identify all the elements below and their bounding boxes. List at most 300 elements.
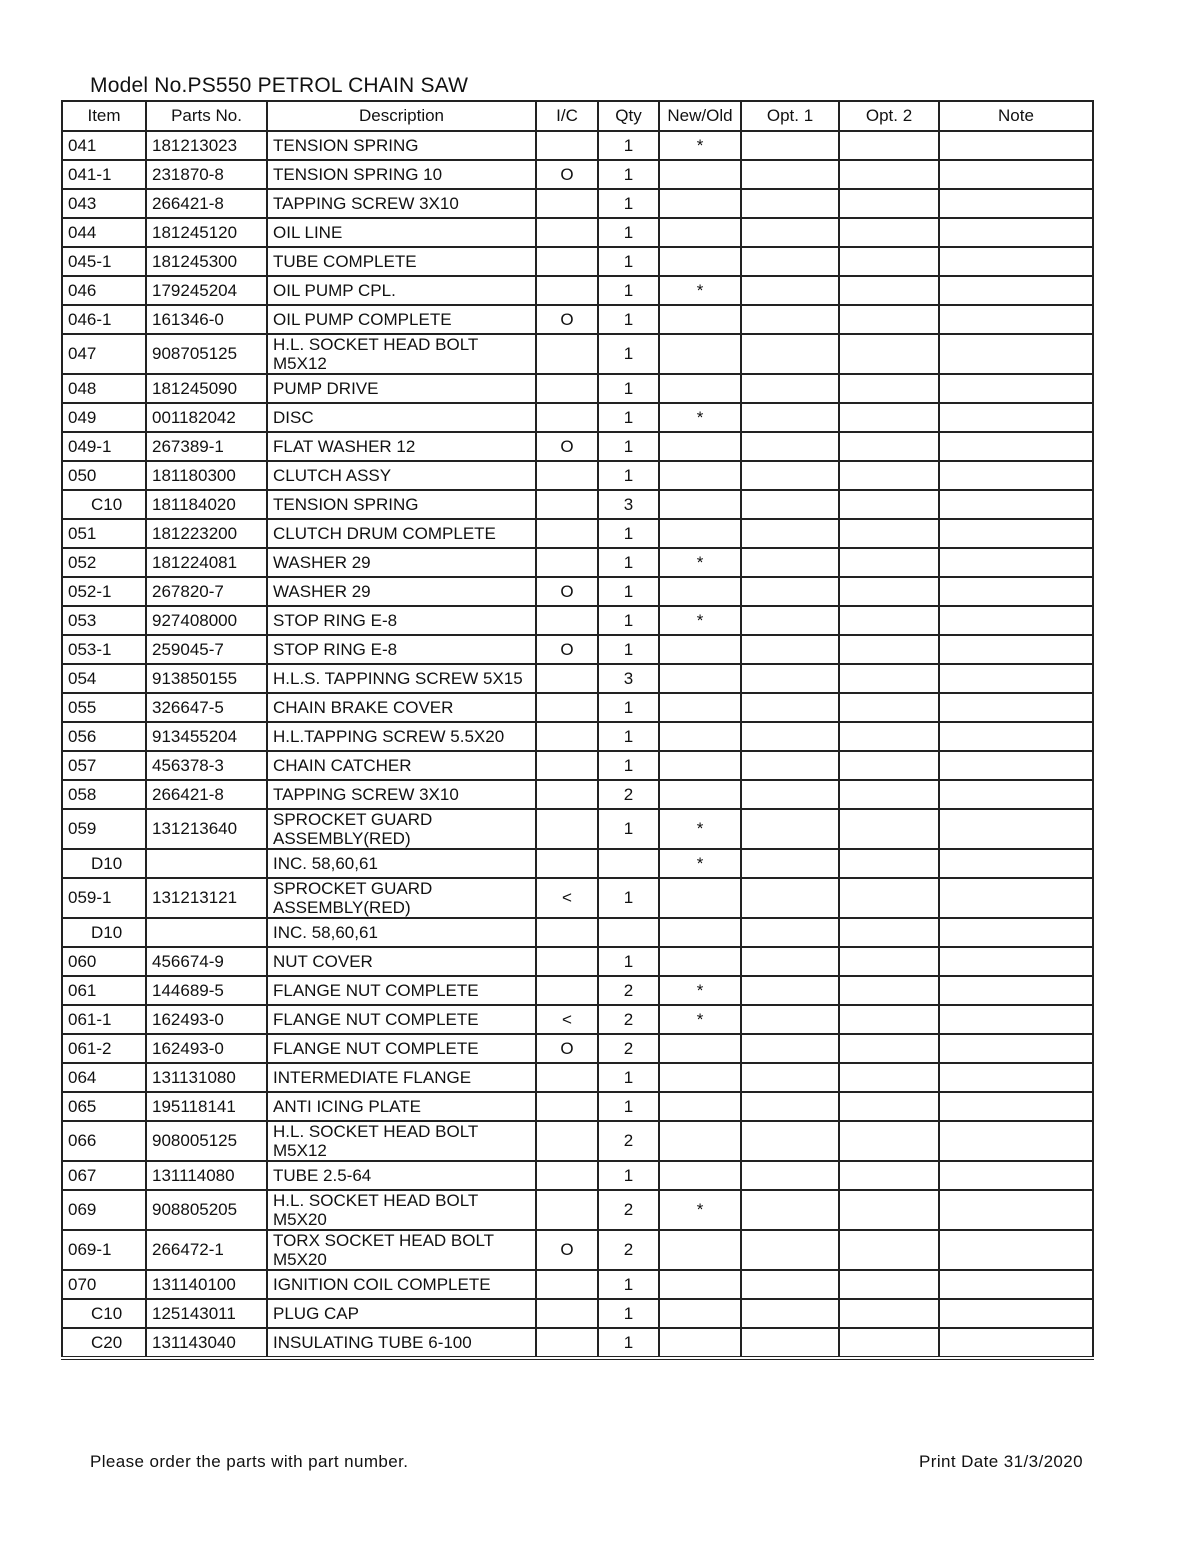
cell-ic: < [536,1005,598,1034]
cell-qty: 2 [598,976,659,1005]
cell-qty: 1 [598,947,659,976]
cell-opt-1 [741,1270,839,1299]
cell-opt-2 [839,1005,939,1034]
cell-note [939,461,1093,490]
cell-opt-1 [741,1299,839,1328]
column-header-new-old: New/Old [659,101,741,131]
table-row [62,635,1093,664]
table-row [62,1328,1093,1358]
cell-new-old: * [659,1005,741,1034]
cell-opt-1 [741,577,839,606]
cell-note [939,1328,1093,1358]
cell-new-old [659,490,741,519]
cell-opt-2 [839,809,939,849]
cell-parts-no: 456674-9 [146,947,267,976]
cell-description: PUMP DRIVE [267,374,536,403]
cell-opt-2 [839,305,939,334]
cell-opt-1 [741,976,839,1005]
table-row [62,548,1093,577]
cell-item: 065 [62,1092,146,1121]
cell-opt-2 [839,1121,939,1161]
cell-ic [536,1092,598,1121]
cell-ic [536,1299,598,1328]
table-row [62,1063,1093,1092]
cell-new-old [659,780,741,809]
table-row [62,247,1093,276]
cell-item: 059 [62,809,146,849]
column-header-description: Description [267,101,536,131]
cell-item: 058 [62,780,146,809]
cell-ic [536,606,598,635]
cell-item: 041-1 [62,160,146,189]
cell-new-old [659,374,741,403]
cell-opt-2 [839,461,939,490]
cell-ic [536,247,598,276]
cell-item: 056 [62,722,146,751]
cell-ic [536,1063,598,1092]
cell-description: FLANGE NUT COMPLETE [267,1005,536,1034]
cell-description: DISC [267,403,536,432]
cell-opt-1 [741,1190,839,1230]
cell-opt-2 [839,878,939,918]
cell-item: 051 [62,519,146,548]
cell-parts-no: 144689-5 [146,976,267,1005]
table-row [62,947,1093,976]
cell-parts-no [146,849,267,878]
cell-parts-no: 266421-8 [146,780,267,809]
cell-new-old: * [659,849,741,878]
parts-table [61,100,1094,1360]
cell-note [939,947,1093,976]
cell-note [939,334,1093,374]
cell-description: INSULATING TUBE 6-100 [267,1328,536,1358]
cell-new-old [659,160,741,189]
cell-qty: 1 [598,276,659,305]
cell-new-old [659,189,741,218]
cell-ic [536,751,598,780]
cell-item: 045-1 [62,247,146,276]
cell-opt-1 [741,334,839,374]
cell-note [939,548,1093,577]
cell-opt-1 [741,751,839,780]
cell-opt-1 [741,849,839,878]
cell-ic: O [536,577,598,606]
cell-description: TAPPING SCREW 3X10 [267,780,536,809]
cell-note [939,976,1093,1005]
cell-item: 049 [62,403,146,432]
table-row [62,606,1093,635]
cell-opt-1 [741,1005,839,1034]
cell-note [939,305,1093,334]
cell-opt-1 [741,519,839,548]
cell-item: D10 [62,849,146,878]
cell-opt-2 [839,1063,939,1092]
cell-item: 048 [62,374,146,403]
table-row [62,276,1093,305]
cell-ic [536,849,598,878]
cell-new-old [659,432,741,461]
cell-ic [536,1190,598,1230]
cell-qty: 1 [598,247,659,276]
table-row [62,1121,1093,1161]
cell-qty: 1 [598,1063,659,1092]
cell-item: C10 [62,1299,146,1328]
cell-note [939,664,1093,693]
cell-opt-1 [741,780,839,809]
cell-item: 061 [62,976,146,1005]
cell-opt-2 [839,751,939,780]
cell-description: PLUG CAP [267,1299,536,1328]
parts-table-body [62,131,1093,1358]
cell-qty: 1 [598,305,659,334]
cell-opt-2 [839,1299,939,1328]
cell-new-old [659,1230,741,1270]
cell-qty: 1 [598,218,659,247]
cell-opt-2 [839,976,939,1005]
table-row [62,1299,1093,1328]
table-row [62,131,1093,160]
table-row [62,1005,1093,1034]
cell-new-old [659,519,741,548]
table-row [62,1092,1093,1121]
cell-parts-no: 181223200 [146,519,267,548]
cell-new-old: * [659,976,741,1005]
cell-opt-1 [741,809,839,849]
cell-note [939,809,1093,849]
cell-ic [536,976,598,1005]
cell-qty: 1 [598,1092,659,1121]
cell-opt-1 [741,276,839,305]
cell-description: TUBE 2.5-64 [267,1161,536,1190]
column-header-ic: I/C [536,101,598,131]
cell-qty: 1 [598,751,659,780]
cell-opt-1 [741,247,839,276]
cell-ic [536,218,598,247]
cell-opt-2 [839,849,939,878]
cell-new-old: * [659,606,741,635]
table-row [62,722,1093,751]
cell-ic [536,548,598,577]
cell-opt-1 [741,693,839,722]
cell-parts-no: 913455204 [146,722,267,751]
cell-description: TAPPING SCREW 3X10 [267,189,536,218]
cell-note [939,432,1093,461]
table-row [62,519,1093,548]
cell-new-old [659,693,741,722]
cell-description: SPROCKET GUARD ASSEMBLY(RED) [267,878,536,918]
cell-opt-1 [741,635,839,664]
cell-parts-no: 181245300 [146,247,267,276]
cell-item: 064 [62,1063,146,1092]
table-row [62,693,1093,722]
cell-parts-no: 181180300 [146,461,267,490]
table-row [62,305,1093,334]
cell-parts-no: 181245090 [146,374,267,403]
cell-opt-1 [741,374,839,403]
cell-qty: 1 [598,160,659,189]
cell-qty: 2 [598,780,659,809]
cell-parts-no: 162493-0 [146,1034,267,1063]
cell-qty: 1 [598,1161,659,1190]
cell-opt-1 [741,1092,839,1121]
cell-ic [536,490,598,519]
cell-qty: 1 [598,693,659,722]
cell-item: 047 [62,334,146,374]
cell-opt-2 [839,247,939,276]
cell-ic [536,1161,598,1190]
cell-note [939,1063,1093,1092]
table-row [62,780,1093,809]
cell-note [939,1270,1093,1299]
cell-note [939,160,1093,189]
column-header-item: Item [62,101,146,131]
cell-description: FLANGE NUT COMPLETE [267,1034,536,1063]
cell-qty: 1 [598,722,659,751]
table-row [62,218,1093,247]
cell-parts-no: 267389-1 [146,432,267,461]
table-row [62,918,1093,947]
cell-ic [536,780,598,809]
cell-qty: 1 [598,635,659,664]
cell-qty: 1 [598,577,659,606]
table-row [62,809,1093,849]
column-header-opt-2: Opt. 2 [839,101,939,131]
table-row [62,490,1093,519]
cell-item: 046 [62,276,146,305]
cell-ic: O [536,1034,598,1063]
cell-new-old [659,1328,741,1358]
cell-opt-1 [741,722,839,751]
cell-new-old [659,334,741,374]
cell-note [939,276,1093,305]
cell-ic: O [536,1230,598,1270]
cell-ic [536,403,598,432]
cell-opt-2 [839,780,939,809]
cell-opt-2 [839,918,939,947]
cell-ic [536,131,598,160]
cell-item: 057 [62,751,146,780]
cell-opt-2 [839,1161,939,1190]
cell-note [939,1161,1093,1190]
cell-ic: O [536,160,598,189]
cell-note [939,374,1093,403]
table-row [62,1161,1093,1190]
cell-note [939,1299,1093,1328]
cell-parts-no: 266472-1 [146,1230,267,1270]
cell-opt-1 [741,548,839,577]
cell-ic [536,947,598,976]
cell-description: TENSION SPRING 10 [267,160,536,189]
cell-item: 061-1 [62,1005,146,1034]
cell-parts-no: 259045-7 [146,635,267,664]
cell-description: H.L. SOCKET HEAD BOLT M5X12 [267,334,536,374]
cell-item: 044 [62,218,146,247]
table-row [62,664,1093,693]
table-row [62,751,1093,780]
cell-item: 052 [62,548,146,577]
cell-new-old [659,1034,741,1063]
cell-description: IGNITION COIL COMPLETE [267,1270,536,1299]
cell-opt-1 [741,1121,839,1161]
cell-item: 070 [62,1270,146,1299]
cell-ic [536,1270,598,1299]
cell-qty: 3 [598,490,659,519]
cell-item: 052-1 [62,577,146,606]
cell-item: 041 [62,131,146,160]
cell-new-old [659,461,741,490]
cell-ic [536,461,598,490]
cell-qty: 1 [598,374,659,403]
cell-parts-no: 231870-8 [146,160,267,189]
table-row [62,1270,1093,1299]
cell-parts-no: 908805205 [146,1190,267,1230]
cell-description: TENSION SPRING [267,131,536,160]
cell-description: CHAIN CATCHER [267,751,536,780]
cell-item: 069 [62,1190,146,1230]
footer-print-date: Print Date 31/3/2020 [919,1452,1083,1471]
cell-parts-no: 927408000 [146,606,267,635]
cell-parts-no: 131114080 [146,1161,267,1190]
cell-new-old: * [659,548,741,577]
cell-parts-no: 162493-0 [146,1005,267,1034]
cell-new-old: * [659,1190,741,1230]
cell-item: 059-1 [62,878,146,918]
cell-item: 061-2 [62,1034,146,1063]
cell-note [939,918,1093,947]
cell-parts-no: 131143040 [146,1328,267,1358]
cell-qty: 1 [598,403,659,432]
cell-parts-no: 326647-5 [146,693,267,722]
cell-qty: 1 [598,606,659,635]
column-header-opt-1: Opt. 1 [741,101,839,131]
cell-opt-1 [741,878,839,918]
cell-parts-no: 131131080 [146,1063,267,1092]
cell-note [939,131,1093,160]
cell-description: TORX SOCKET HEAD BOLT M5X20 [267,1230,536,1270]
cell-description: WASHER 29 [267,548,536,577]
cell-ic: O [536,305,598,334]
cell-opt-2 [839,1328,939,1358]
cell-qty: 1 [598,1270,659,1299]
cell-new-old: * [659,276,741,305]
cell-new-old [659,664,741,693]
cell-note [939,247,1093,276]
column-header-parts-no: Parts No. [146,101,267,131]
cell-ic [536,1121,598,1161]
cell-parts-no: 131213640 [146,809,267,849]
cell-item: C20 [62,1328,146,1358]
cell-ic [536,276,598,305]
cell-qty: 2 [598,1034,659,1063]
cell-item: 055 [62,693,146,722]
cell-qty: 1 [598,1299,659,1328]
cell-opt-2 [839,403,939,432]
cell-note [939,1034,1093,1063]
cell-note [939,1005,1093,1034]
cell-opt-2 [839,432,939,461]
table-row [62,1230,1093,1270]
cell-item: 050 [62,461,146,490]
cell-note [939,490,1093,519]
cell-parts-no: 913850155 [146,664,267,693]
cell-ic [536,519,598,548]
cell-description: H.L.TAPPING SCREW 5.5X20 [267,722,536,751]
table-row [62,1190,1093,1230]
cell-qty: 2 [598,1190,659,1230]
table-row [62,432,1093,461]
cell-opt-2 [839,606,939,635]
table-row [62,334,1093,374]
cell-opt-1 [741,1034,839,1063]
cell-opt-2 [839,693,939,722]
cell-parts-no: 181245120 [146,218,267,247]
cell-ic [536,693,598,722]
table-row [62,976,1093,1005]
cell-opt-2 [839,334,939,374]
cell-description: H.L.S. TAPPINNG SCREW 5X15 [267,664,536,693]
cell-note [939,218,1093,247]
cell-item: D10 [62,918,146,947]
cell-parts-no [146,918,267,947]
cell-parts-no: 266421-8 [146,189,267,218]
cell-note [939,849,1093,878]
cell-opt-2 [839,1034,939,1063]
table-row [62,461,1093,490]
cell-opt-2 [839,189,939,218]
cell-qty: 1 [598,1328,659,1358]
cell-note [939,189,1093,218]
cell-note [939,693,1093,722]
cell-opt-2 [839,722,939,751]
cell-note [939,519,1093,548]
cell-ic [536,809,598,849]
cell-description: NUT COVER [267,947,536,976]
cell-qty: 1 [598,334,659,374]
cell-new-old [659,1063,741,1092]
cell-new-old [659,1092,741,1121]
cell-note [939,780,1093,809]
cell-new-old [659,1161,741,1190]
cell-qty: 2 [598,1230,659,1270]
column-header-note: Note [939,101,1093,131]
cell-opt-1 [741,1328,839,1358]
cell-opt-1 [741,432,839,461]
cell-opt-2 [839,519,939,548]
cell-description: OIL PUMP COMPLETE [267,305,536,334]
cell-opt-2 [839,635,939,664]
cell-qty: 1 [598,461,659,490]
cell-description: FLANGE NUT COMPLETE [267,976,536,1005]
cell-description: CLUTCH DRUM COMPLETE [267,519,536,548]
cell-parts-no: 908005125 [146,1121,267,1161]
cell-parts-no: 456378-3 [146,751,267,780]
cell-ic [536,189,598,218]
table-row [62,849,1093,878]
table-row [62,577,1093,606]
cell-new-old [659,1270,741,1299]
cell-note [939,751,1093,780]
cell-opt-1 [741,189,839,218]
cell-note [939,635,1093,664]
cell-new-old [659,305,741,334]
cell-qty [598,918,659,947]
cell-new-old [659,918,741,947]
cell-opt-2 [839,374,939,403]
table-row [62,374,1093,403]
cell-qty [598,849,659,878]
cell-new-old: * [659,131,741,160]
cell-qty: 1 [598,519,659,548]
